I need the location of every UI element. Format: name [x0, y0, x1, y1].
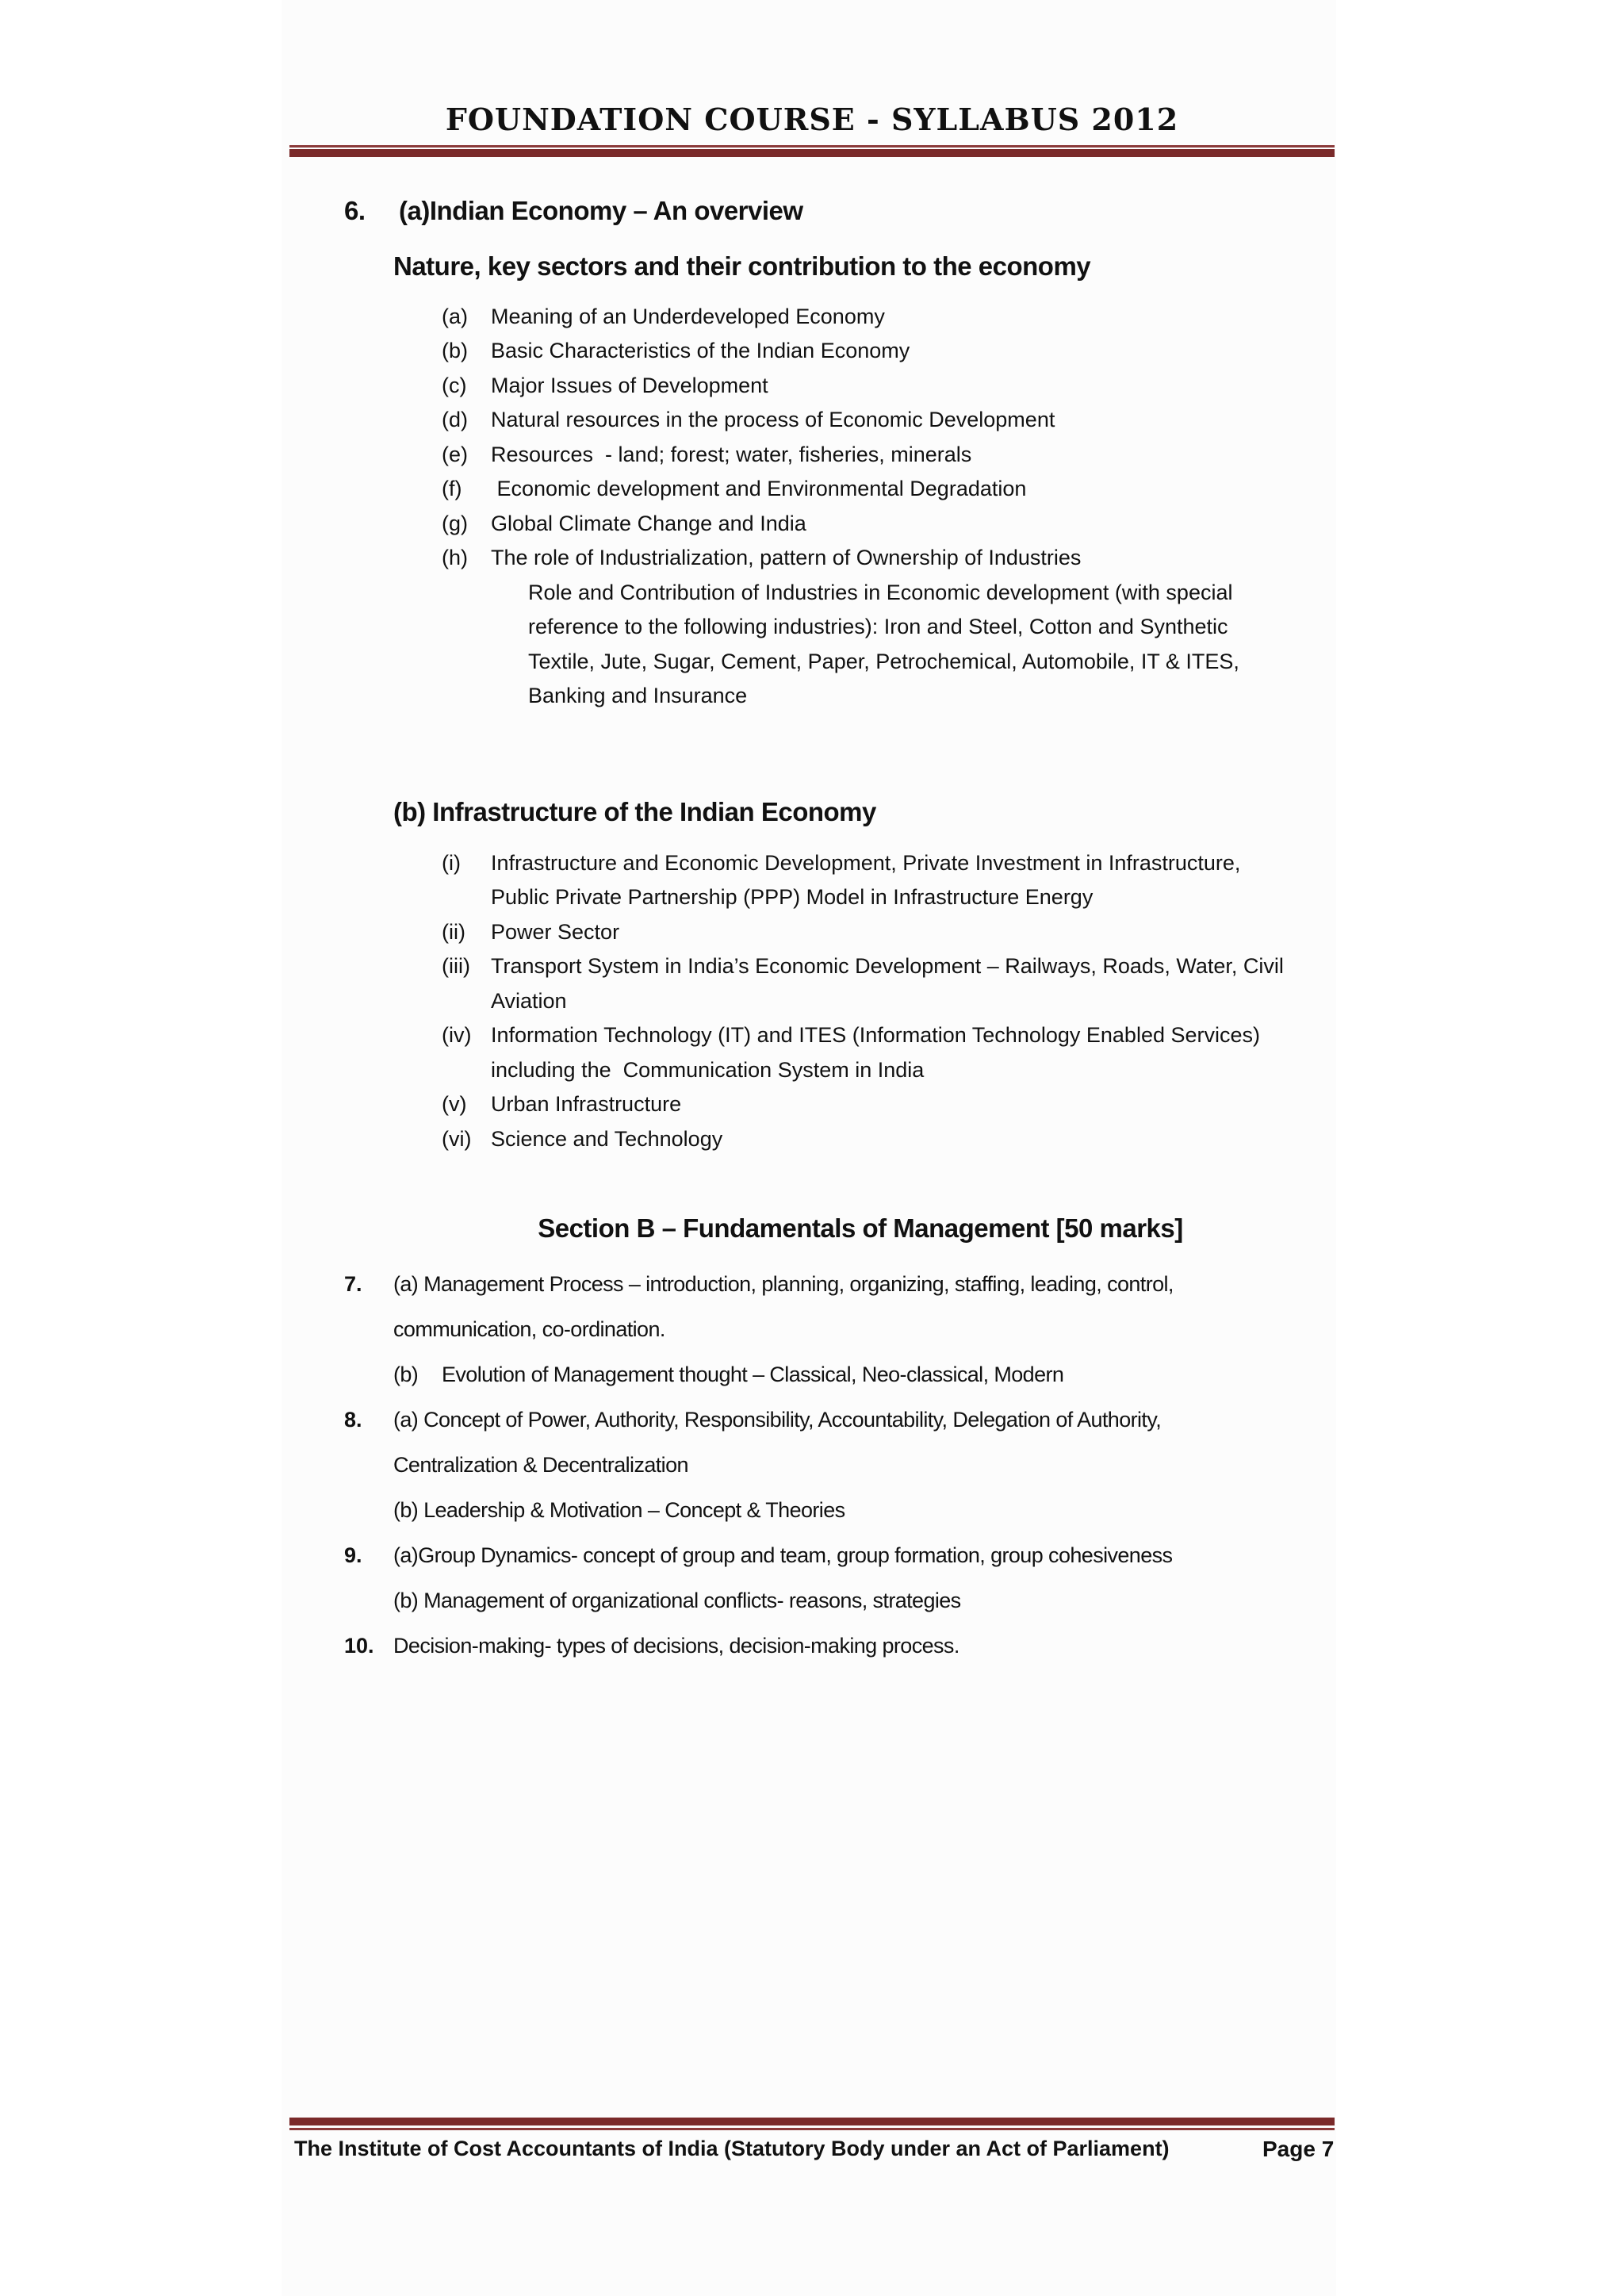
list-item: Major Issues of Development	[491, 374, 768, 397]
list-item: Science and Technology	[491, 1127, 723, 1151]
list-item-marker: (v)	[442, 1092, 467, 1116]
section-b-title: Section B – Fundamentals of Management [50 marks]	[538, 1213, 1183, 1243]
list-item-marker: (b)	[442, 339, 468, 362]
topic-9-line: (b) Management of organizational conflicts- reasons, strategies	[393, 1589, 961, 1612]
list-item: Power Sector	[491, 920, 620, 944]
topic-7-sub-text: Evolution of Management thought – Classical, Neo-classical, Modern	[442, 1363, 1064, 1386]
industries-detail-line: Textile, Jute, Sugar, Cement, Paper, Petrochemical, Automobile, IT & ITES,	[528, 650, 1239, 673]
list-item-marker: (iv)	[442, 1023, 472, 1047]
list-item-marker: (d)	[442, 408, 468, 431]
infrastructure-title: (b) Infrastructure of the Indian Economy	[393, 797, 876, 826]
header-rule-thin	[289, 145, 1335, 148]
topic-8-line: (a) Concept of Power, Authority, Responsibility, Accountability, Delegation of Authority,	[393, 1408, 1162, 1432]
list-item-continuation: including the Communication System in India	[491, 1058, 925, 1082]
list-item: Information Technology (IT) and ITES (Information Technology Enabled Services)	[491, 1023, 1260, 1047]
list-item: Urban Infrastructure	[491, 1092, 682, 1116]
header-rule-thick	[289, 149, 1335, 157]
topic-9-number: 9.	[344, 1543, 362, 1567]
topic-7-number: 7.	[344, 1272, 362, 1296]
list-item-marker: (c)	[442, 374, 467, 397]
list-item-marker: (e)	[442, 443, 468, 466]
footer-rule-thin	[289, 2128, 1335, 2130]
list-item: Infrastructure and Economic Development, Private Investment in Infrastructure,	[491, 851, 1241, 875]
topic-7-sub-marker: (b)	[393, 1363, 419, 1386]
topic-9-line: (a)Group Dynamics- concept of group and team, group formation, group cohesiveness	[393, 1543, 1173, 1567]
topic-8-line: Centralization & Decentralization	[393, 1453, 688, 1477]
footer-rule-thick	[289, 2118, 1335, 2125]
list-item-marker: (vi)	[442, 1127, 472, 1151]
footer-institute: The Institute of Cost Accountants of India (Statutory Body under an Act of Parliament)	[294, 2137, 1170, 2160]
list-item-marker: (h)	[442, 546, 468, 569]
topic-6-subtitle: Nature, key sectors and their contribution to the economy	[393, 251, 1091, 281]
list-item-marker: (a)	[442, 305, 468, 328]
list-item: Basic Characteristics of the Indian Economy	[491, 339, 910, 362]
list-item: Global Climate Change and India	[491, 512, 806, 535]
list-item-marker: (f)	[442, 477, 462, 500]
industries-detail-line: Banking and Insurance	[528, 684, 748, 707]
footer-page-number: Page 7	[1262, 2137, 1335, 2161]
list-item-marker: (g)	[442, 512, 468, 535]
topic-10-number: 10.	[344, 1634, 374, 1658]
list-item: The role of Industrialization, pattern of Ownership of Industries	[491, 546, 1082, 569]
list-item: Transport System in India’s Economic Development – Railways, Roads, Water, Civil	[491, 954, 1284, 978]
header-title: FOUNDATION COURSE - SYLLABUS 2012	[445, 102, 1179, 137]
list-item: Meaning of an Underdeveloped Economy	[491, 305, 885, 328]
list-item: Natural resources in the process of Economic Development	[491, 408, 1055, 431]
list-item-marker: (ii)	[442, 920, 465, 944]
topic-7-line: communication, co-ordination.	[393, 1317, 665, 1341]
topic-8-line: (b) Leadership & Motivation – Concept & Theories	[393, 1498, 845, 1522]
industries-detail-line: Role and Contribution of Industries in Economic development (with special	[528, 581, 1233, 604]
list-item-marker: (i)	[442, 851, 461, 875]
topic-7-line: (a) Management Process – introduction, planning, organizing, staffing, leading, control,	[393, 1272, 1174, 1296]
topic-8-number: 8.	[344, 1408, 362, 1432]
list-item-marker: (iii)	[442, 954, 470, 978]
topic-6-title: (a)Indian Economy – An overview	[399, 196, 803, 225]
list-item: Economic development and Environmental Degradation	[491, 477, 1027, 500]
topic-6-number: 6.	[344, 196, 366, 225]
list-item: Resources - land; forest; water, fisheries, minerals	[491, 443, 972, 466]
list-item-continuation: Public Private Partnership (PPP) Model in Infrastructure Energy	[491, 885, 1094, 909]
topic-10-line: Decision-making- types of decisions, decision-making process.	[393, 1634, 959, 1658]
industries-detail-line: reference to the following industries): Iron and Steel, Cotton and Synthetic	[528, 615, 1228, 638]
list-item-continuation: Aviation	[491, 989, 567, 1013]
